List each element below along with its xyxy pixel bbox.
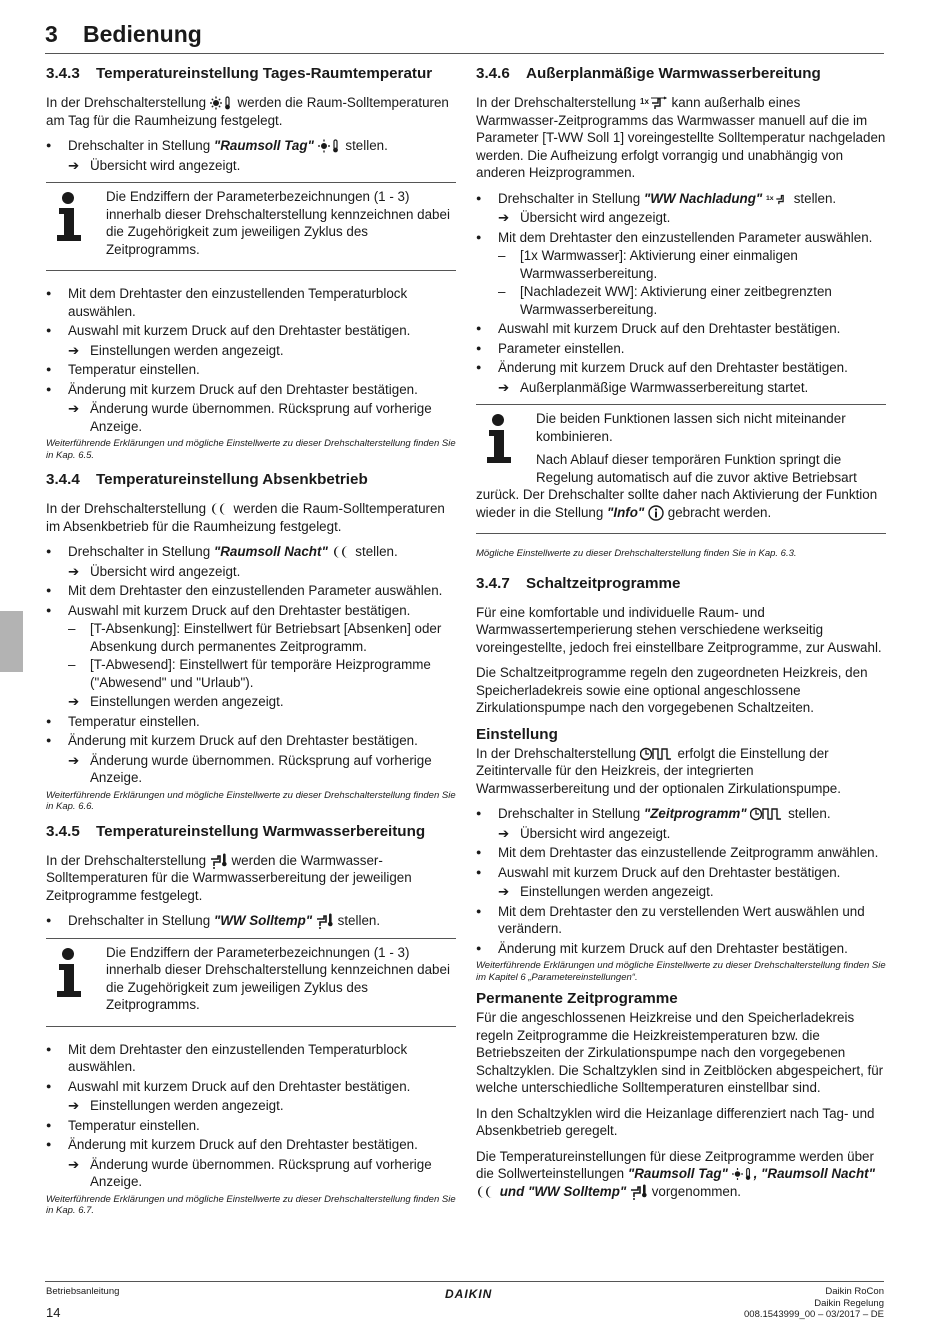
info-icon xyxy=(54,191,86,243)
brand-logo: DAIKIN xyxy=(445,1287,493,1301)
section-intro: In der Drehschalterstellung werden die Raum-Solltemperaturen am Tag für die Raumheizung festgelegt. xyxy=(46,95,449,128)
section-intro: In der Drehschalterstellung werden die Warmwasser-Solltemperaturen für die Warmwasserbereitung der jeweiligen Zeitprogramme festgelegt. xyxy=(46,852,412,903)
list-item: ● Drehschalter in Stellung "WW Solltemp" stellen. xyxy=(46,912,456,930)
footer-product-info xyxy=(744,1286,884,1321)
moon-icon xyxy=(332,545,352,559)
section-heading: 3.4.6 Außerplanmäßige Warmwasserbereitung xyxy=(476,65,821,82)
list-item: ● Auswahl mit kurzem Druck auf den Drehtaster bestätigen. – [T-Absenkung]: Einstellwert für Betriebsart [Absenken] oder Absenkung durch permanentes Zeitprogramm. – [T-Abwesend]: Einstellwert für temporäre Heizprogramme ("Abwesend" und "Urlaub"). ➔ Einstellungen werden angezeigt. xyxy=(46,602,456,711)
arrow-right-icon: ➔ xyxy=(498,825,510,841)
tap-recharge-icon xyxy=(640,95,668,111)
list-item: ● Mit dem Drehtaster den einzustellenden Parameter auswählen. xyxy=(46,582,456,600)
reference-note: Mögliche Einstellwerte zu dieser Drehschalterstellung finden Sie in Kap. 6.3. xyxy=(476,548,797,559)
list-item: ● Temperatur einstellen. xyxy=(46,361,456,379)
info-icon xyxy=(54,947,86,999)
section-heading: 3.4.4 Temperatureinstellung Absenkbetrieb xyxy=(46,471,368,488)
list-item: ● Drehschalter in Stellung "WW Nachladung" 1x stellen. ➔ Übersicht wird angezeigt. xyxy=(476,190,886,227)
instruction-list xyxy=(46,543,456,787)
result-line: ➔ Übersicht wird angezeigt. xyxy=(498,825,671,841)
footer-product-name: Daikin RoCon xyxy=(825,1286,884,1297)
sun-thermometer-icon xyxy=(732,1167,754,1181)
result-line: ➔ Änderung wurde übernommen. Rücksprung auf vorherige Anzeige. xyxy=(68,401,432,434)
section-intro: In der Drehschalterstellung werden die Raum-Solltemperaturen im Absenkbetrieb für die Raumheizung festgelegt. xyxy=(46,501,445,534)
instruction-list xyxy=(46,912,456,930)
paragraph: Für die angeschlossenen Heizkreise und den Speicherladekreis regeln Zeitprogramme die Heizkreistemperaturen bzw. die Betriebszeiten der Zirkulationspumpe nach den vorgegebenen Schaltzyklen. Die Schaltzyklen sind in Zeitblöcken abgespeichert, für welche unterschiedliche Solltemperaturen einstellbar sind. xyxy=(476,1010,884,1095)
list-item: ● Änderung mit kurzem Druck auf den Drehtaster bestätigen. xyxy=(476,940,886,958)
arrow-right-icon: ➔ xyxy=(68,157,80,173)
sub-item: – [T-Absenkung]: Einstellwert für Betriebsart [Absenken] oder Absenkung durch permanentes Zeitprogramm. xyxy=(68,621,442,654)
arrow-right-icon: ➔ xyxy=(498,210,510,225)
chapter-side-tab xyxy=(0,611,23,672)
section-intro: In der Drehschalterstellung 1x kann außerhalb eines Warmwasser-Zeitprogramms das Warmwasser manuell auf die im Parameter [T-WW Soll 1] voreingestellte Solltemperatur nachgeladen werden. Die Aufheizung erfolgt vorrangig und unabhängig von anderen Heizprogrammen. xyxy=(476,95,886,180)
info-text: Nach Ablauf dieser temporären Funktion springt die Regelung automatisch auf die zuvor aktive Betriebsart zurück. Der Drehschalter sollte daher nach Aktivierung der Funktion wieder in die Stellung "Info" gebracht werden. xyxy=(476,452,878,520)
info-box xyxy=(476,404,886,534)
instruction-list xyxy=(46,285,456,435)
section-3-4-3 xyxy=(46,64,456,461)
footer-doc-type: Betriebsanleitung xyxy=(46,1286,120,1297)
list-item: ● Drehschalter in Stellung "Zeitprogramm" stellen. ➔ Übersicht wird angezeigt. xyxy=(476,805,886,842)
sub-item: – [T-Abwesend]: Einstellwert für temporäre Heizprogramme ("Abwesend" und "Urlaub"). xyxy=(68,657,431,690)
sub-item: – [Nachladezeit WW]: Aktivierung einer zeitbegrenzten Warmwasserbereitung. xyxy=(498,284,832,317)
list-item: ● Auswahl mit kurzem Druck auf den Drehtaster bestätigen. xyxy=(476,320,886,338)
section-3-4-4 xyxy=(46,470,456,813)
result-line: ➔ Einstellungen werden angezeigt. xyxy=(68,1098,284,1113)
section-3-4-6 xyxy=(476,64,886,560)
svg-text:1x: 1x xyxy=(765,194,774,202)
list-item: ● Mit dem Drehtaster den einzustellenden Parameter auswählen. – [1x Warmwasser]: Aktivierung einer einmaligen Warmwasserbereitung. – [Nachladezeit WW]: Aktivierung einer zeitbegrenzten Warmwasserbereitung. xyxy=(476,229,886,319)
result-line: ➔ Einstellungen werden angezeigt. xyxy=(498,884,714,899)
list-item: ● Mit dem Drehtaster den einzustellenden Temperaturblock auswählen. xyxy=(46,285,456,320)
sub-item: – [1x Warmwasser]: Aktivierung einer einmaligen Warmwasserbereitung. xyxy=(498,248,798,281)
result-line: ➔ Einstellungen werden angezeigt. xyxy=(68,342,284,358)
sun-thermometer-icon xyxy=(318,139,342,153)
chapter-heading xyxy=(45,20,202,48)
right-column xyxy=(476,60,886,1208)
paragraph: Die Schaltzeitprogramme regeln den zugeordneten Heizkreis, den Speicherladekreis sowie eine optional angeschlossene Zirkulationspumpe nach den vorgegebenen Schaltzeiten. xyxy=(476,665,868,715)
list-item: ● Auswahl mit kurzem Druck auf den Drehtaster bestätigen. ➔ Einstellungen werden angezeigt. xyxy=(46,322,456,359)
instruction-list xyxy=(476,805,886,957)
arrow-right-icon: ➔ xyxy=(68,1156,80,1172)
sun-thermometer-icon xyxy=(210,96,234,110)
reference-note: Weiterführende Erklärungen und mögliche Einstellwerte zu dieser Drehschalterstellung finden Sie in Kap. 6.6. xyxy=(46,789,456,812)
reference-note: Weiterführende Erklärungen und mögliche Einstellwerte zu dieser Drehschalterstellung finden Sie in Kap. 6.7. xyxy=(46,1193,456,1216)
result-line: ➔ Übersicht wird angezeigt. xyxy=(498,210,671,225)
info-box xyxy=(46,182,456,271)
result-line: ➔ Änderung wurde übernommen. Rücksprung auf vorherige Anzeige. xyxy=(68,752,432,785)
page-number: 14 xyxy=(46,1305,61,1320)
arrow-right-icon: ➔ xyxy=(498,379,510,395)
list-item: ● Änderung mit kurzem Druck auf den Drehtaster bestätigen. ➔ Änderung wurde übernommen. Rücksprung auf vorherige Anzeige. xyxy=(46,1136,456,1191)
list-item: ● Temperatur einstellen. xyxy=(46,1117,456,1135)
arrow-right-icon: ➔ xyxy=(68,1098,80,1113)
section-heading: 3.4.7 Schaltzeitprogramme xyxy=(476,574,681,592)
footer-product-sub: Daikin Regelung xyxy=(814,1297,884,1309)
info-text: Die Endziffern der Parameterbezeichnungen (1 - 3) innerhalb dieser Drehschalterstellung kennzeichnen dabei die Zugehörigkeit zum jeweiligen Zyklus des Zeitprogramms. xyxy=(106,944,450,1012)
list-item: ● Auswahl mit kurzem Druck auf den Drehtaster bestätigen. ➔ Einstellungen werden angezeigt. xyxy=(476,864,886,901)
subheading-permanente-zeitprogramme: Permanente Zeitprogramme xyxy=(476,990,678,1007)
moon-icon xyxy=(476,1185,496,1199)
header-rule xyxy=(45,53,884,54)
instruction-list xyxy=(46,137,456,174)
list-item: ● Mit dem Drehtaster das einzustellende Zeitprogramm anwählen. xyxy=(476,844,886,862)
clock-program-icon xyxy=(750,807,784,821)
arrow-right-icon: ➔ xyxy=(498,884,510,899)
list-item: ● Parameter einstellen. xyxy=(476,340,886,358)
arrow-right-icon: ➔ xyxy=(68,342,80,358)
list-item: ● Mit dem Drehtaster den zu verstellenden Wert auswählen und verändern. xyxy=(476,903,886,938)
svg-text:1x: 1x xyxy=(639,97,649,107)
list-item: ● Drehschalter in Stellung "Raumsoll Tag" stellen. ➔ Übersicht wird angezeigt. xyxy=(46,137,456,174)
list-item: ● Mit dem Drehtaster den einzustellenden Temperaturblock auswählen. xyxy=(46,1041,456,1076)
chapter-title: Bedienung xyxy=(83,21,202,47)
list-item: ● Änderung mit kurzem Druck auf den Drehtaster bestätigen. ➔ Außerplanmäßige Warmwasserbereitung startet. xyxy=(476,359,886,396)
result-line: ➔ Änderung wurde übernommen. Rücksprung auf vorherige Anzeige. xyxy=(68,1156,432,1189)
arrow-right-icon: ➔ xyxy=(68,694,80,709)
reference-note: Weiterführende Erklärungen und mögliche Einstellwerte zu dieser Drehschalterstellung finden Sie im Kapitel 6 „Parametereinstellungen“. xyxy=(476,960,886,983)
result-line: ➔ Übersicht wird angezeigt. xyxy=(68,157,241,173)
section-3-4-5 xyxy=(46,822,456,1217)
info-box xyxy=(46,938,456,1027)
arrow-right-icon: ➔ xyxy=(68,401,80,416)
info-circle-icon xyxy=(648,505,664,521)
footer-rule xyxy=(45,1281,884,1282)
section-intro: In der Drehschalterstellung erfolgt die Einstellung der Zeitintervalle für den Heizkreis, der integrierten Warmwasserbereitung und der optionalen Zirkulationspumpe. xyxy=(476,745,841,796)
tap-thermometer-icon xyxy=(210,853,228,869)
info-icon xyxy=(484,413,516,465)
tap-thermometer-icon xyxy=(316,913,334,929)
paragraph: In den Schaltzyklen wird die Heizanlage differenziert nach Tag- und Absenkbetrieb geregelt. xyxy=(476,1105,875,1138)
list-item: ● Drehschalter in Stellung "Raumsoll Nacht" stellen. ➔ Übersicht wird angezeigt. xyxy=(46,543,456,580)
chapter-number: 3 xyxy=(45,21,58,47)
arrow-right-icon: ➔ xyxy=(68,563,80,579)
list-item: ● Änderung mit kurzem Druck auf den Drehtaster bestätigen. ➔ Änderung wurde übernommen. Rücksprung auf vorherige Anzeige. xyxy=(46,381,456,436)
result-line: ➔ Übersicht wird angezeigt. xyxy=(68,563,241,579)
section-heading: 3.4.5 Temperatureinstellung Warmwasserbereitung xyxy=(46,822,426,840)
subheading-einstellung: Einstellung xyxy=(476,725,558,743)
section-3-4-7 xyxy=(476,574,886,1201)
instruction-list xyxy=(46,1041,456,1191)
result-line: ➔ Einstellungen werden angezeigt. xyxy=(68,694,284,709)
list-item: ● Temperatur einstellen. xyxy=(46,713,456,731)
paragraph: Die Temperatureinstellungen für diese Zeitprogramme werden über die Sollwerteinstellungen "Raumsoll Tag" , "Raumsoll Nacht" und "WW Solltemp" vorgenommen. xyxy=(476,1148,875,1199)
reference-note: Weiterführende Erklärungen und mögliche Einstellwerte zu dieser Drehschalterstellung finden Sie in Kap. 6.5. xyxy=(46,438,456,461)
clock-program-icon xyxy=(640,747,674,761)
left-column xyxy=(46,60,456,1226)
list-item: ● Änderung mit kurzem Druck auf den Drehtaster bestätigen. ➔ Änderung wurde übernommen. Rücksprung auf vorherige Anzeige. xyxy=(46,732,456,787)
moon-icon xyxy=(210,502,230,516)
paragraph: Für eine komfortable und individuelle Raum- und Warmwassertemperierung stehen verschiedene werkseitig voreingestellte, jedoch frei einstellbare Zeitprogramme, zur Auswahl. xyxy=(476,604,882,655)
list-item: ● Auswahl mit kurzem Druck auf den Drehtaster bestätigen. ➔ Einstellungen werden angezeigt. xyxy=(46,1078,456,1115)
instruction-list xyxy=(476,190,886,397)
tap-thermometer-icon xyxy=(630,1184,648,1200)
section-heading: 3.4.3 Temperatureinstellung Tages-Raumtemperatur xyxy=(46,65,433,82)
footer-doc-code: 008.1543999_00 – 03/2017 – DE xyxy=(744,1309,884,1320)
tap-recharge-icon xyxy=(766,192,790,206)
arrow-right-icon: ➔ xyxy=(68,752,80,768)
info-text: Die beiden Funktionen lassen sich nicht miteinander kombinieren. xyxy=(536,411,846,444)
info-text: Die Endziffern der Parameterbezeichnungen (1 - 3) innerhalb dieser Drehschalterstellung kennzeichnen dabei die Zugehörigkeit zum jeweiligen Zyklus des Zeitprogramms. xyxy=(106,189,450,257)
result-line: ➔ Außerplanmäßige Warmwasserbereitung startet. xyxy=(498,379,809,395)
